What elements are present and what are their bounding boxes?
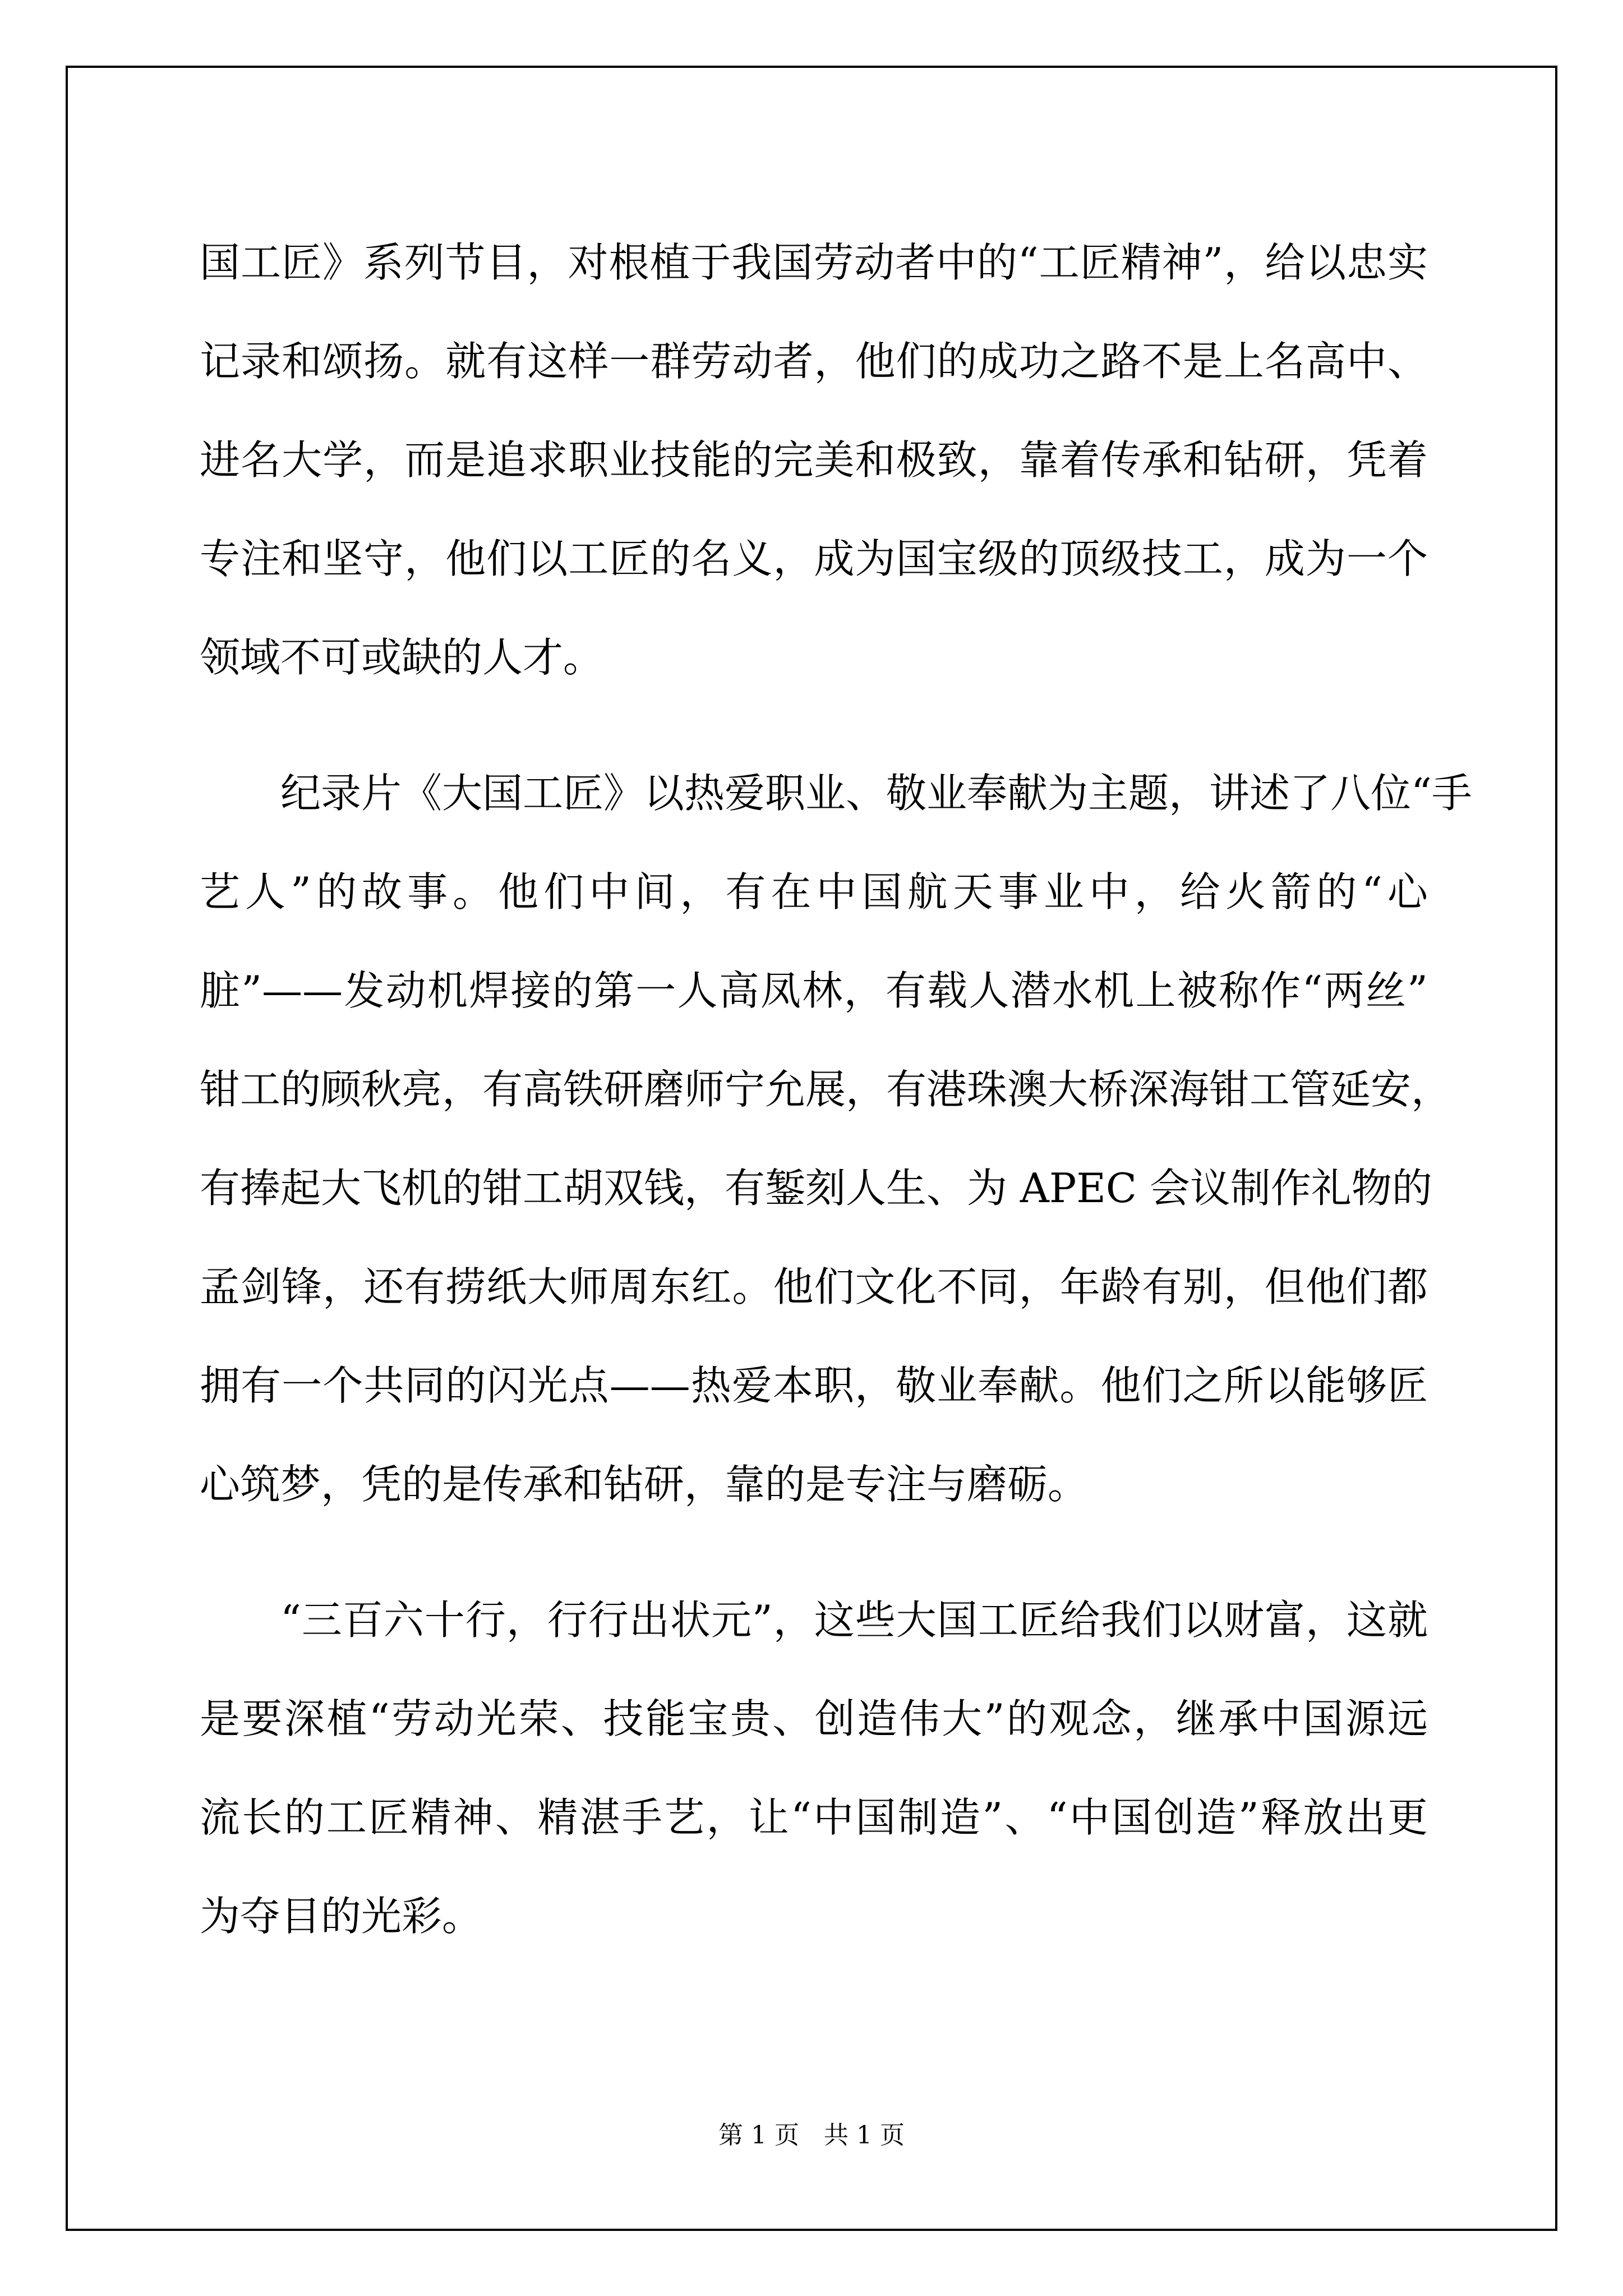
text-line: 是要深植“劳动光荣、技能宝贵、创造伟大”的观念，继承中国源远: [200, 1695, 1428, 1742]
page-number: 第 1 页: [718, 2121, 799, 2150]
paragraph: [200, 1571, 1428, 1966]
text-line: 钳工的顾秋亮，有高铁研磨师宁允展，有港珠澳大桥深海钳工管延安，: [200, 1066, 1452, 1113]
text-line: 记录和颂扬。就有这样一群劳动者，他们的成功之路不是上名高中、: [200, 338, 1428, 385]
text-line: 拥有一个共同的闪光点——热爱本职，敬业奉献。他们之所以能够匠: [200, 1362, 1428, 1409]
text-line: 艺人”的故事。他们中间，有在中国航天事业中，给火箭的“心: [200, 868, 1428, 915]
page-total: 共 1 页: [824, 2121, 905, 2150]
paragraph-gap: [200, 1534, 1428, 1571]
page-footer: [0, 2115, 1623, 2151]
text-line: 流长的工匠精神、精湛手艺，让“中国制造”、“中国创造”释放出更: [200, 1794, 1428, 1841]
text-line: 有捧起大飞机的钳工胡双钱，有錾刻人生、为 APEC 会议制作礼物的: [200, 1165, 1432, 1212]
text-line: “三百六十行，行行出状元”，这些大国工匠给我们以财富，这就: [280, 1596, 1428, 1644]
text-line: 脏”——发动机焊接的第一人高凤林，有载人潜水机上被称作“两丝”: [200, 967, 1428, 1014]
paragraph: [200, 744, 1472, 1534]
text-line: 国工匠》系列节目，对根植于我国劳动者中的“工匠精神”，给以忠实: [200, 239, 1428, 286]
text-line: 专注和坚守，他们以工匠的名义，成为国宝级的顶级技工，成为一个: [200, 535, 1428, 582]
text-line: 孟剑锋，还有捞纸大师周东红。他们文化不同，年龄有别，但他们都: [200, 1263, 1428, 1310]
text-line: 心筑梦，凭的是传承和钻研，靠的是专注与磨砺。: [200, 1461, 1089, 1508]
text-line: 纪录片《大国工匠》以热爱职业、敬业奉献为主题，讲述了八位“手: [280, 770, 1472, 817]
text-line: 进名大学，而是追求职业技能的完美和极致，靠着传承和钻研，凭着: [200, 436, 1428, 484]
text-line: 领域不可或缺的人才。: [200, 634, 604, 681]
paragraph: [200, 213, 1428, 707]
document-body: [200, 213, 1472, 1966]
text-line: 为夺目的光彩。: [200, 1893, 483, 1940]
paragraph-gap: [200, 707, 1428, 744]
